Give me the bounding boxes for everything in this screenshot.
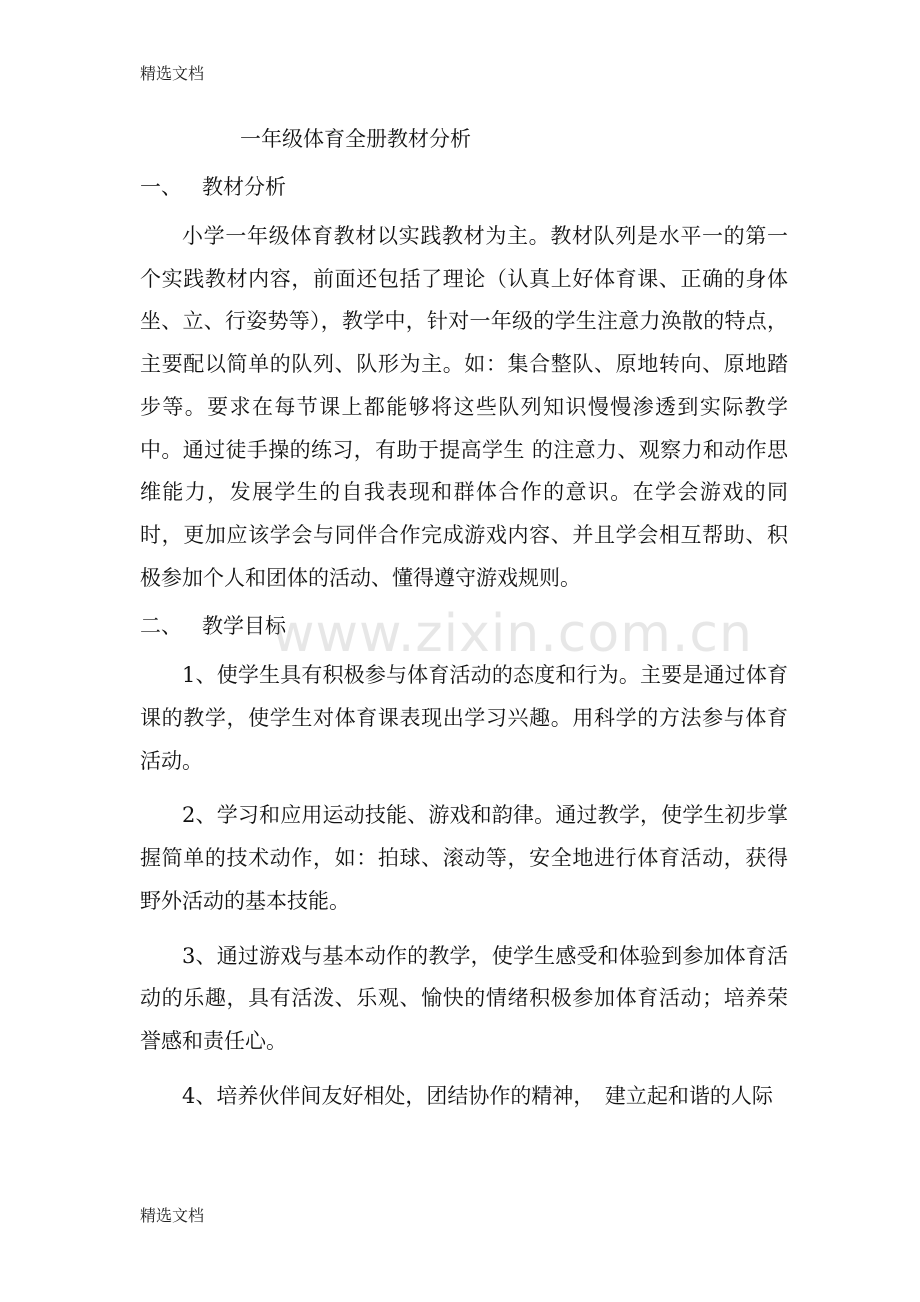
section-title-1: 教材分析 <box>202 175 286 199</box>
goal-item-1: 1、使学生具有积极参与体育活动的态度和行为。主要是通过体育课的教学，使学生对体育课表现出学习兴趣。用科学的方法参与体育活动。 <box>140 663 788 773</box>
goal-item-4: 4、培养伙伴间友好相处，团结协作的精神， 建立起和谐的人际 <box>182 1083 773 1108</box>
section-title-2: 教学目标 <box>202 614 286 639</box>
page-footer: 精选文档 <box>140 1206 205 1225</box>
section-heading-1 <box>140 160 788 215</box>
page-header: 精选文档 <box>140 64 205 83</box>
section-heading-2 <box>140 599 788 654</box>
watermark-text: www.zixin.com.cn <box>272 604 753 664</box>
section-number-1: 一、 <box>140 175 182 199</box>
section-number-2: 二、 <box>140 614 182 639</box>
goal-item-2: 2、学习和应用运动技能、游戏和韵律。通过教学，使学生初步掌握简单的技术动作，如：拍球、滚动等，安全地进行体育活动，获得野外活动的基本技能。 <box>140 803 788 913</box>
goal-item-3: 3、通过游戏与基本动作的教学，使学生感受和体验到参加体育活动的乐趣，具有活泼、乐观、愉快的情绪积极参加体育活动；培养荣誉感和责任心。 <box>140 943 788 1053</box>
section-paragraph-1: 小学一年级体育教材以实践教材为主。教材队列是水平一的第一个实践教材内容，前面还包括了理论（认真上好体育课、正确的身体坐、立、行姿势等），教学中，针对一年级的学生注意力涣散的特点，主要配以简单的队列、队形为主。如：集合整队、原地转向、原地踏步等。要求在每节课上都能够将这些队列知识慢慢渗透到实际教学中。通过徒手操的练习，有助于提高学生 的注意力、观察力和动作思维能力，发展学生的自我表现和群体合作的意识。在学会游戏的同时，更加应该学会与同伴合作完成游戏内容、并且学会相互帮助、积极参加个人和团体的活动、懂得遵守游戏规则。 <box>140 224 788 590</box>
document-title: 一年级体育全册教材分析 <box>240 127 471 151</box>
document-body <box>140 118 788 1117</box>
